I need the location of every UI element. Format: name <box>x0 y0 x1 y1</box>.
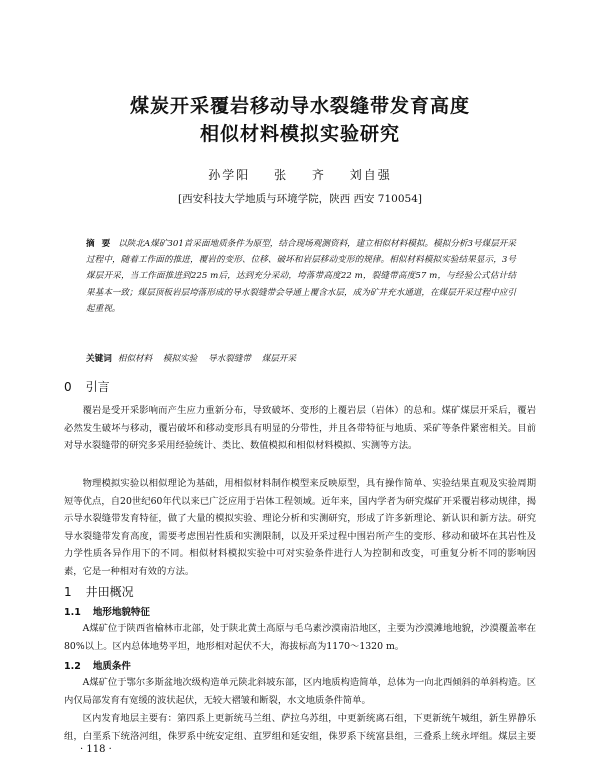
subsection-number: 1.2 <box>64 661 81 672</box>
paragraph-geology-2: 区内发育地层主要有：第四系上更新统马兰组、萨拉乌苏组，中更新统离石组，下更新统午城组，新生界静乐组，白垩系下统洛河组，侏罗系中统安定组、直罗组和延安组，侏罗系下统富县组，三叠系上统永坪组。煤层主要 <box>64 713 536 742</box>
author-list: 孙学阳 张 齐 刘自强 <box>208 168 392 182</box>
subsection-heading-geology <box>64 658 131 672</box>
paragraph-geology-1: A煤矿位于鄂尔多斯盆地次级构造单元陕北斜坡东部，区内地质构造简单，总体为一向北西倾斜的单斜构造。区内仅局部发育有宽缓的波状起伏，无较大褶皱和断裂，水文地质条件简单。 <box>64 677 536 706</box>
paper-title-line-1: 煤炭开采覆岩移动导水裂缝带发育高度 <box>129 95 470 117</box>
keywords <box>86 352 516 366</box>
paragraph-topography: A煤矿位于陕西省榆林市北部，处于陕北黄土高原与毛乌素沙漠南沿地区，主要为沙漠滩地地貌，沙漠覆盖率在80%以上。区内总体地势平坦，地形相对起伏不大，海拔标高为1170～1320 m。 <box>64 623 536 652</box>
abstract <box>86 236 516 317</box>
section-number: 1 <box>64 585 72 599</box>
section-heading-mine-overview <box>64 583 134 600</box>
section-number: 0 <box>64 380 72 394</box>
author-affiliation: [西安科技大学地质与环境学院，陕西 西安 710054] <box>178 193 422 205</box>
subsection-title: 地形地貌特征 <box>92 607 150 618</box>
paper-title-line-2: 相似材料模拟实验研究 <box>199 123 400 145</box>
page-number: · 118 · <box>80 744 112 755</box>
keywords-label: 关键词 <box>86 354 112 364</box>
abstract-text: 以陕北A煤矿301首采面地质条件为原型，结合现场观测资料，建立相似材料模拟。模拟分析3号煤层开采过程中，随着工作面的推进，覆岩的变形、位移、破坏和岩层移动变形的规律。相似材料模拟实验结果显示，3号煤层开采，当工作面推进到225 m后，达到充分采动，垮落带高度22 m，裂缝带高度57 m，与经验公式估计结果基本一致；煤层顶板岩层垮落形成的导水裂缝带会导通上覆含水层，成为矿井充水通道，在煤层开采过程中应引起重视。 <box>86 239 516 314</box>
paragraph-intro-1: 覆岩是受开采影响而产生应力重新分布，导致破坏、变形的上覆岩层（岩体）的总和。煤矿煤层开采后，覆岩必然发生破坏与移动，覆岩破坏和移动变形具有明显的分带性，并且各带特征与地质、采矿等条件紧密相关。目前对导水裂缝带的研究多采用经验统计、类比、数值模拟和相似材料模拟、实测等方法。 <box>64 405 536 451</box>
section-title: 引言 <box>85 380 110 394</box>
paragraph-intro-2: 物理模拟实验以相似理论为基础，用相似材料制作模型来反映原型，具有操作简单、实验结果直观及实验周期短等优点，自20世纪60年代以来已广泛应用于岩体工程领域。近年来，国内学者为研究煤矿开采覆岩移动规律，揭示导水裂缝带发育特征，做了大量的模拟实验、理论分析和实测研究，形成了许多新理论、新认识和新方法。研究导水裂缝带发育高度，需要考虑围岩性质和实测限制，以及开采过程中围岩所产生的变形、移动和破坏在其岩性及力学性质各异作用下的不同。相似材料模拟实验中可对实验条件进行人为控制和改变，可重复分析不同的影响因素，它是一种相对有效的方法。 <box>64 478 536 577</box>
section-title: 井田概况 <box>85 585 134 599</box>
abstract-label: 摘 要 <box>86 239 113 249</box>
section-heading-introduction <box>64 378 110 395</box>
subsection-heading-topography <box>64 604 150 618</box>
subsection-number: 1.1 <box>64 607 81 618</box>
keywords-text: 相似材料 模拟实验 导水裂缝带 煤层开采 <box>117 354 297 364</box>
subsection-title: 地质条件 <box>92 661 131 672</box>
